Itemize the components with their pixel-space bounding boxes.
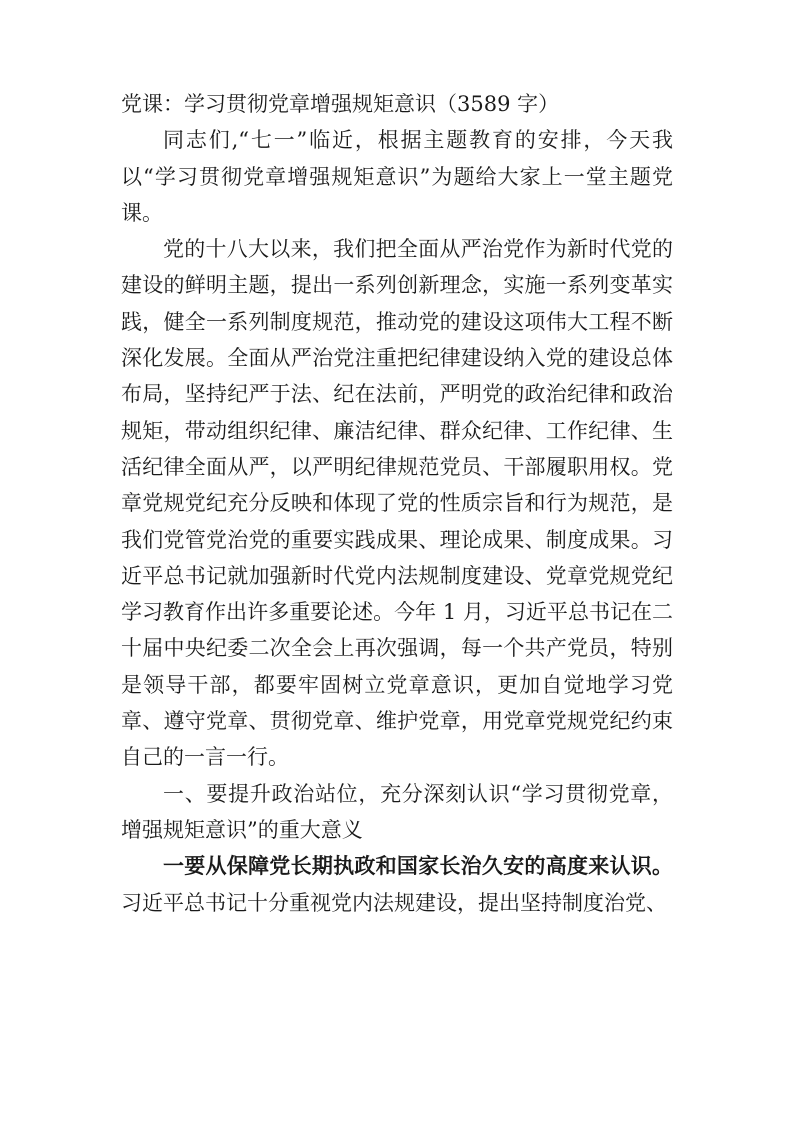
section-heading: 一、要提升政治站位，充分深刻认识“学习贯彻党章，增强规矩意识”的重大意义	[121, 781, 673, 842]
intro-paragraph: 同志们,“七一”临近，根据主题教育的安排，今天我以“学习贯彻党章增强规矩意识”为题给大家上一堂主题党课。	[121, 128, 673, 225]
sub-heading-paragraph	[121, 848, 673, 921]
sub-heading-text: 习近平总书记十分重视党内法规建设，提出坚持制度治党、	[121, 890, 667, 915]
sub-heading: 一要从保障党长期执政和国家长治久安的高度来认识。	[163, 854, 673, 879]
document-title: 党课：学习贯彻党章增强规矩意识（3589 字）	[121, 92, 560, 116]
document-body	[121, 86, 673, 921]
body-paragraph: 党的十八大以来，我们把全面从严治党作为新时代党的建设的鲜明主题，提出一系列创新理念，实施一系列变革实践，健全一系列制度规范，推动党的建设这项伟大工程不断深化发展。全面从严治党注重把纪律建设纳入党的建设总体布局，坚持纪严于法、纪在法前，严明党的政治纪律和政治规矩，带动组织纪律、廉洁纪律、群众纪律、工作纪律、生活纪律全面从严，以严明纪律规范党员、干部履职用权。党章党规党纪充分反映和体现了党的性质宗旨和行为规范，是我们党管党治党的重要实践成果、理论成果、制度成果。习近平总书记就加强新时代党内法规制度建设、党章党规党纪学习教育作出许多重要论述。今年 1 月，习近平总书记在二十届中央纪委二次全会上再次强调，每一个共产党员，特别是领导干部，都要牢固树立党章意识，更加自觉地学习党章、遵守党章、贯彻党章、维护党章，用党章党规党纪约束自己的一言一行。	[121, 237, 673, 770]
